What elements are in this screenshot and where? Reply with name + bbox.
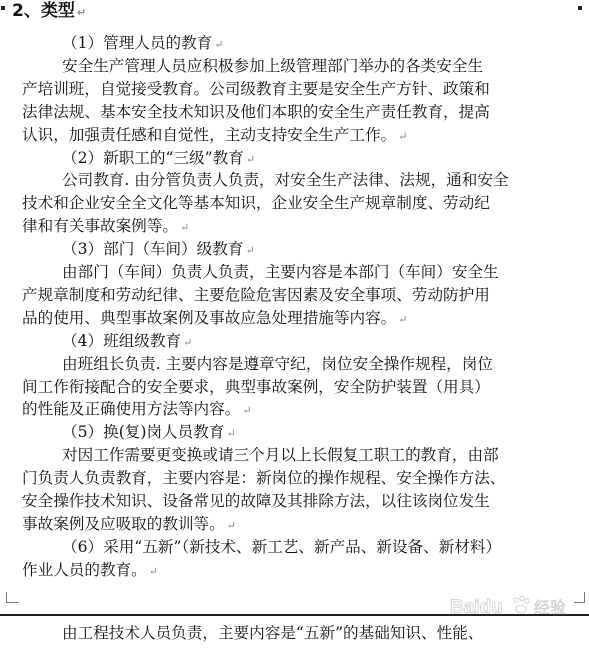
text-line	[22, 147, 574, 171]
section-heading	[12, 0, 86, 24]
paragraph-mark-icon: ↵	[245, 153, 256, 166]
text-line	[22, 215, 574, 239]
next-page-text: 由工程技术人员负责，主要内容是“五新”的基础知识、性能、	[62, 624, 484, 642]
text-line	[22, 169, 574, 191]
line-text: （2）新职工的“三级”教育	[62, 149, 244, 167]
page-corner-marker	[1, 6, 5, 10]
text-line	[22, 124, 574, 148]
paragraph-mark-icon: ↵	[242, 404, 252, 417]
text-line	[22, 421, 574, 445]
line-text: （6）采用“五新”（新技术、新工艺、新产品、新设备、新材料）	[62, 538, 502, 556]
text-line	[22, 353, 574, 375]
line-text: 安全生产管理人员应积极参加上级管理部门举办的各类安全生	[62, 57, 484, 75]
page-corner-marker	[578, 6, 582, 10]
line-text: （5）换(复)岗人员教育	[62, 423, 225, 441]
line-text: 品的使用、典型事故案例及事故应急处理措施等内容。	[22, 309, 397, 327]
paragraph-mark-icon: ↵	[398, 313, 408, 326]
text-line	[22, 192, 574, 214]
text-line	[22, 444, 574, 466]
paragraph-mark-icon: ↵	[398, 130, 408, 143]
line-text: 对因工作需要更变换或请三个月以上长假复工职工的教育，由部	[62, 446, 499, 464]
text-line	[22, 467, 574, 489]
paragraph-mark-icon: ↵	[214, 38, 224, 51]
line-text: （3）部门（车间）级教育	[62, 240, 244, 258]
line-text: 事故案例及应吸取的教训等。	[22, 515, 225, 533]
text-line	[22, 238, 574, 262]
paragraph-mark-icon: ↵	[245, 244, 255, 257]
text-line	[22, 376, 574, 398]
line-text: 由部门（车间）负责人负责，主要内容是本部门（车间）安全生	[62, 263, 499, 281]
line-text: 产培训班，自觉接受教育。公司级教育主要是安全生产方针、政策和	[22, 80, 490, 98]
text-line	[22, 490, 574, 512]
paragraph-mark-icon: ↵	[148, 565, 158, 578]
line-text: 产规章制度和劳动纪律、主要危险危害因素及安全事项、劳动防护用	[22, 286, 490, 304]
paragraph-mark-icon: ↵	[226, 519, 236, 532]
line-text: 律和有关事故案例等。	[22, 217, 178, 235]
text-line	[22, 55, 574, 77]
watermark-suffix: 经验	[534, 598, 567, 617]
text-line	[22, 101, 574, 123]
text-line	[22, 307, 574, 331]
next-page-line	[22, 622, 574, 644]
paragraph-mark-icon: ↵	[183, 336, 193, 349]
line-text: （4）班组级教育	[62, 332, 182, 350]
line-text: 公司教育. 由分管负责人负责，对安全生产法律、法规，通和安全	[62, 171, 509, 189]
line-text: 技术和企业安全全文化等基本知识，企业安全生产规章制度、劳动纪	[22, 194, 490, 212]
line-text: 间工作衔接配合的安全要求，典型事故案例，安全防护装置（用具）	[22, 378, 490, 396]
line-text: 由班组长负责. 主要内容是遵章守纪，岗位安全操作规程，岗位	[62, 355, 493, 373]
text-line	[22, 559, 574, 583]
margin-corner-mark	[6, 592, 19, 603]
text-line	[22, 32, 574, 56]
heading-text: 2、类型	[12, 1, 75, 21]
text-line	[22, 513, 574, 537]
watermark-logo: Baidu	[450, 597, 503, 618]
text-line	[22, 261, 574, 283]
text-line	[22, 284, 574, 306]
paw-icon	[514, 596, 529, 613]
line-text: 作业人员的教育。	[22, 561, 147, 579]
paragraph-mark-icon: ↵	[76, 6, 87, 19]
line-text: 门负责人负责教育，主要内容是：新岗位的操作规程、安全操作方法、	[22, 469, 506, 487]
line-text: 的性能及正确使用方法等内容。	[22, 400, 241, 418]
line-text: 认识，加强责任感和自觉性，主动支持安全生产工作。	[22, 126, 397, 144]
line-text: （1）管理人员的教育	[62, 34, 213, 52]
line-text: 法律法规、基本安全技术知识及他们本职的安全生产责任教育，提高	[22, 103, 490, 121]
text-line	[22, 78, 574, 100]
paragraph-mark-icon: ↵	[179, 221, 190, 234]
baidu-watermark	[450, 592, 580, 622]
text-line	[22, 330, 574, 354]
text-line	[22, 398, 574, 422]
text-line	[22, 536, 574, 558]
paragraph-mark-icon: ↵	[226, 427, 236, 440]
line-text: 安全操作技术知识、设备常见的故障及其排除方法，以往该岗位发生	[22, 492, 490, 510]
